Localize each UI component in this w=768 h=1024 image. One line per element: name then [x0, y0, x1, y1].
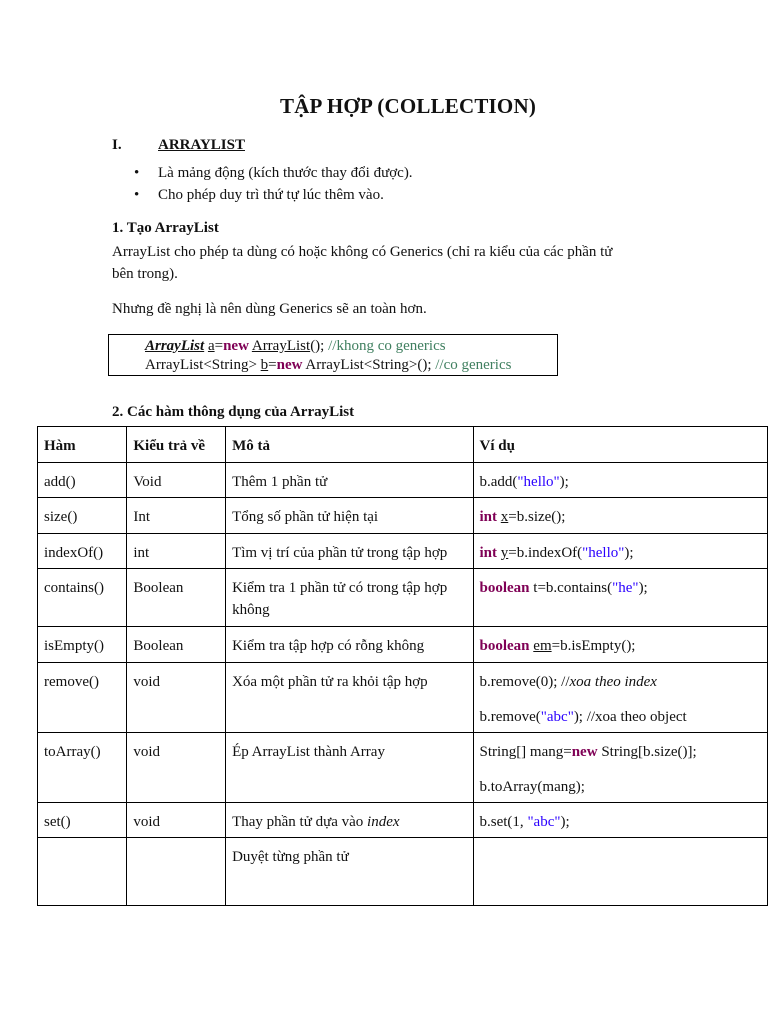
- page-title: TẬP HỢP (COLLECTION): [279, 94, 537, 118]
- table-header-cell: Hàm: [38, 427, 127, 463]
- cell-return-type: void: [127, 663, 226, 733]
- example-line: b.toArray(mang);: [479, 779, 585, 795]
- cell-description: Duyệt từng phần tử: [226, 838, 473, 906]
- table-row: [38, 663, 768, 733]
- table-row: [38, 733, 768, 803]
- cell-return-type: Int: [127, 498, 226, 534]
- cell-function: set(): [38, 803, 127, 838]
- section-heading-arraylist: [112, 137, 245, 154]
- cell-return-type: Boolean: [127, 569, 226, 627]
- cell-example: int y=b.indexOf("hello");: [473, 534, 767, 569]
- cell-function: contains(): [38, 569, 127, 627]
- paragraph-generics: [112, 241, 672, 285]
- cell-return-type: int: [127, 534, 226, 569]
- section-label: ARRAYLIST: [158, 137, 245, 153]
- cell-description: Ép ArrayList thành Array: [226, 733, 473, 803]
- cell-example: [473, 663, 767, 733]
- subheading-common-methods: 2. Các hàm thông dụng của ArrayList: [112, 404, 355, 420]
- table-row: [38, 803, 768, 838]
- section-number: I.: [112, 137, 122, 153]
- cell-function: add(): [38, 463, 127, 498]
- cell-return-type: [127, 838, 226, 906]
- code-line-2: ArrayList<String> b=new ArrayList<String>(); //co generics: [145, 357, 512, 373]
- cell-function: toArray(): [38, 733, 127, 803]
- table-row: [38, 498, 768, 534]
- paragraph-recommendation: Nhưng đề nghị là nên dùng Generics sẽ an toàn hơn.: [112, 301, 427, 317]
- subheading-create-arraylist: 1. Tạo ArrayList: [112, 220, 219, 236]
- table-row: [38, 627, 768, 663]
- cell-example: b.set(1, "abc");: [473, 803, 767, 838]
- table-row: [38, 534, 768, 569]
- cell-example: boolean t=b.contains("he");: [473, 569, 767, 627]
- cell-function: [38, 838, 127, 906]
- cell-return-type: void: [127, 733, 226, 803]
- cell-function: isEmpty(): [38, 627, 127, 663]
- cell-example: [473, 733, 767, 803]
- cell-return-type: Boolean: [127, 627, 226, 663]
- table-header-cell: Kiểu trả về: [127, 427, 226, 463]
- cell-example: [473, 838, 767, 906]
- cell-description: Thay phần tử dựa vào index: [226, 803, 473, 838]
- bullet-item: • Cho phép duy trì thứ tự lúc thêm vào.: [134, 184, 413, 206]
- table-header-cell: Ví dụ: [473, 427, 767, 463]
- cell-return-type: void: [127, 803, 226, 838]
- example-line: String[] mang=new String[b.size()];: [479, 744, 697, 760]
- code-example-box: [108, 334, 558, 376]
- cell-function: indexOf(): [38, 534, 127, 569]
- cell-example: boolean em=b.isEmpty();: [473, 627, 767, 663]
- table-row: [38, 463, 768, 498]
- cell-description: Tổng số phần tử hiện tại: [226, 498, 473, 534]
- methods-table: [37, 426, 768, 906]
- bullet-item: • Là mảng động (kích thước thay đổi được).: [134, 162, 413, 184]
- cell-description: Kiểm tra 1 phần tử có trong tập hợp không: [226, 569, 473, 627]
- example-line: b.remove("abc"); //xoa theo object: [479, 709, 687, 725]
- paragraph-line: bên trong).: [112, 266, 178, 282]
- cell-description: Thêm 1 phần tử: [226, 463, 473, 498]
- cell-description: Tìm vị trí của phần tử trong tập hợp: [226, 534, 473, 569]
- table-header-cell: Mô tả: [226, 427, 473, 463]
- table-row: [38, 838, 768, 906]
- cell-return-type: Void: [127, 463, 226, 498]
- code-line-1: ArrayList a=new ArrayList(); //khong co generics: [145, 338, 446, 354]
- cell-description: Kiểm tra tập hợp có rỗng không: [226, 627, 473, 663]
- cell-function: size(): [38, 498, 127, 534]
- bullet-list: [134, 162, 413, 206]
- paragraph-line: ArrayList cho phép ta dùng có hoặc không có Generics (chỉ ra kiểu của các phần tử: [112, 244, 613, 260]
- table-row: [38, 569, 768, 627]
- table-header-row: [38, 427, 768, 463]
- cell-function: remove(): [38, 663, 127, 733]
- example-line: b.remove(0); //xoa theo index: [479, 674, 657, 690]
- cell-description: Xóa một phần tử ra khỏi tập hợp: [226, 663, 473, 733]
- cell-example: b.add("hello");: [473, 463, 767, 498]
- cell-example: int x=b.size();: [473, 498, 767, 534]
